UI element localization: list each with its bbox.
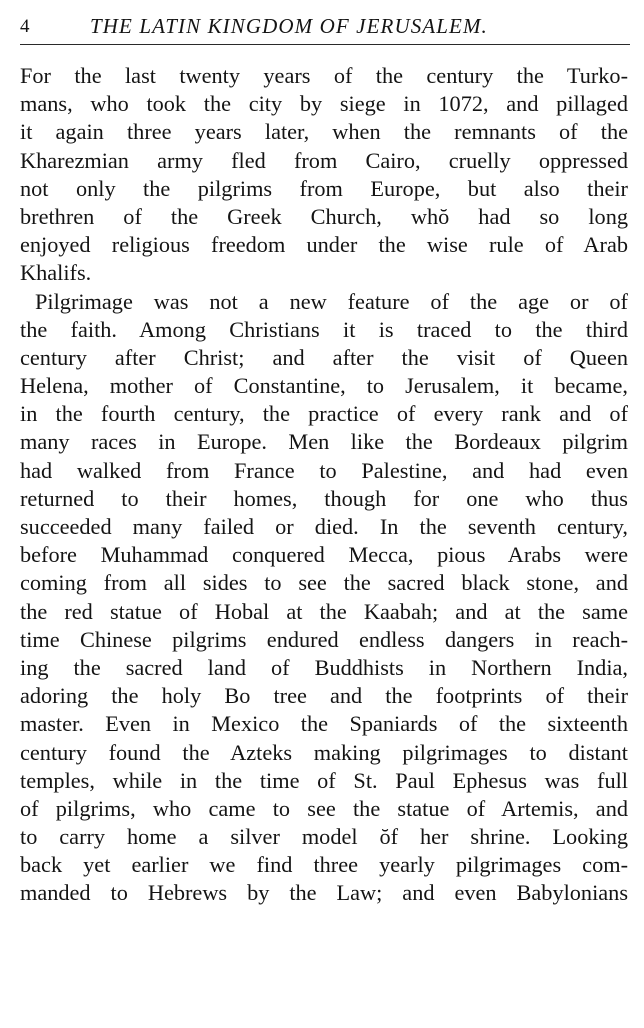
text-line: the faith. Among Christians it is traced to the third xyxy=(20,316,628,342)
text-line: time Chinese pilgrims endured endless dangers in reach- xyxy=(20,626,628,652)
text-line: of pilgrims, who came to see the statue of Artemis, and xyxy=(20,795,628,821)
text-line: succeeded many failed or died. In the seventh century, xyxy=(20,514,628,539)
text-line: in the fourth century, the practice of every rank and of xyxy=(20,401,628,427)
text-line: century after Christ; and after the visit of Queen xyxy=(20,344,628,370)
text-line: brethren of the Greek Church, whŏ had so long xyxy=(20,203,628,229)
text-line: enjoyed religious freedom under the wise rule of Arab xyxy=(20,232,628,258)
text-line: century found the Azteks making pilgrimages to distant xyxy=(20,739,628,765)
text-line: the red statue of Hobal at the Kaabah; and at the same xyxy=(20,598,628,624)
page-header xyxy=(20,8,630,46)
text-line: For the last twenty years of the century the Turko- xyxy=(20,63,628,88)
text-line: it again three years later, when the remnants of the xyxy=(20,119,628,145)
text-line: Pilgrimage was not a new feature of the age or of xyxy=(35,288,628,314)
text-line: many races in Europe. Men like the Bordeaux pilgrim xyxy=(20,429,628,455)
text-line: mans, who took the city by siege in 1072, and pillaged xyxy=(20,91,628,117)
text-line: manded to Hebrews by the Law; and even Babylonians xyxy=(20,880,628,906)
text-line: Kharezmian army fled from Cairo, cruelly oppressed xyxy=(20,147,628,173)
text-line: adoring the holy Bo tree and the footprints of their xyxy=(20,683,628,709)
text-line: before Muhammad conquered Mecca, pious Arabs were xyxy=(20,542,628,568)
text-line: coming from all sides to see the sacred black stone, and xyxy=(20,570,628,596)
text-line: ing the sacred land of Buddhists in Northern India, xyxy=(20,654,628,680)
text-line: Helena, mother of Constantine, to Jerusalem, it became, xyxy=(20,373,628,399)
text-line: to carry home a silver model ŏf her shrine. Looking xyxy=(20,824,628,850)
text-line: master. Even in Mexico the Spaniards of the sixteenth xyxy=(20,711,628,737)
text-line: Khalifs. xyxy=(20,260,92,286)
text-line: back yet earlier we find three yearly pilgrimages com- xyxy=(20,852,628,878)
text-line: had walked from France to Palestine, and had even xyxy=(20,457,628,483)
text-line: not only the pilgrims from Europe, but also their xyxy=(20,175,628,201)
body-text xyxy=(20,62,628,908)
text-line: temples, while in the time of St. Paul Ephesus was full xyxy=(20,767,628,793)
page-number: 4 xyxy=(20,16,30,37)
paragraph xyxy=(20,62,628,288)
paragraph xyxy=(20,288,628,908)
header-rule xyxy=(20,44,630,45)
running-title: THE LATIN KINGDOM OF JERUSALEM. xyxy=(90,14,488,38)
text-line: returned to their homes, though for one who thus xyxy=(20,485,628,511)
